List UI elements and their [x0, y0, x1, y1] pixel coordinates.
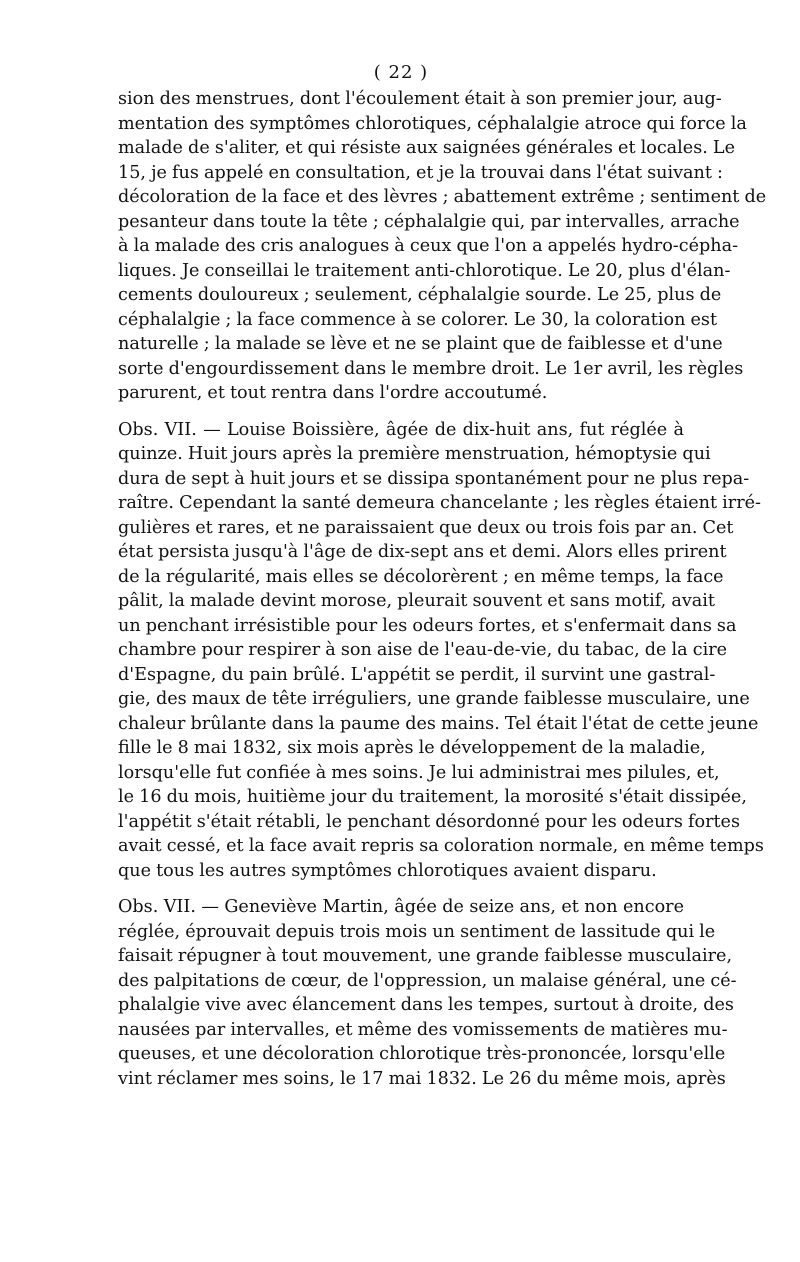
text-line: chambre pour respirer à son aise de l'eau-de-vie, du tabac, de la cire — [118, 640, 728, 660]
text-line: quinze. Huit jours après la première menstruation, hémoptysie qui — [118, 444, 711, 464]
text-line: de la régularité, mais elles se décolorèrent ; en même temps, la face — [118, 566, 724, 587]
text-line: que tous les autres symptômes chlorotiques avaient disparu. — [118, 860, 657, 881]
paragraph — [118, 418, 764, 884]
text-line: réglée, éprouvait depuis trois mois un sentiment de lassitude qui le — [118, 921, 716, 942]
text-line: dura de sept à huit jours et se dissipa spontanément pour ne plus repa- — [118, 468, 750, 489]
text-line: gie, des maux de tête irréguliers, une grande faiblesse musculaire, une — [118, 689, 750, 709]
text-line: faisait répugner à tout mouvement, une grande faiblesse musculaire, — [118, 946, 733, 966]
text-line: des palpitations de cœur, de l'oppression, un malaise général, une cé- — [118, 970, 737, 991]
page-number: ( 22 ) — [373, 62, 429, 83]
text-line: phalalgie vive avec élancement dans les tempes, surtout à droite, des — [118, 995, 734, 1015]
text-line: d'Espagne, du pain brûlé. L'appétit se perdit, il survint une gastral- — [118, 664, 716, 685]
text-line: état persista jusqu'à l'âge de dix-sept ans et demi. Alors elles prirent — [118, 542, 727, 562]
text-line: à la malade des cris analogues à ceux que l'on a appelés hydro-cépha- — [118, 236, 739, 256]
text-line: cements douloureux ; seulement, céphalalgie sourde. Le 25, plus de — [118, 285, 722, 305]
text-line: chaleur brûlante dans la paume des mains. Tel était l'état de cette jeune — [118, 713, 759, 734]
text-line: raître. Cependant la santé demeura chancelante ; les règles étaient irré- — [118, 493, 761, 513]
text-line: pesanteur dans toute la tête ; céphalalgie qui, par intervalles, arrache — [118, 211, 740, 232]
text-line: le 16 du mois, huitième jour du traitement, la morosité s'était dissipée, — [118, 787, 747, 807]
text-line: fille le 8 mai 1832, six mois après le développement de la maladie, — [118, 738, 706, 758]
text-line: Obs. VII. — Louise Boissière, âgée de dix-huit ans, fut réglée à — [118, 419, 684, 440]
paragraph — [118, 87, 767, 406]
text-line: céphalalgie ; la face commence à se colorer. Le 30, la coloration est — [118, 309, 718, 330]
text-line: mentation des symptômes chlorotiques, céphalalgie atroce qui force la — [118, 113, 747, 134]
text-line: vint réclamer mes soins, le 17 mai 1832. Le 26 du même mois, après — [118, 1068, 726, 1089]
text-line: nausées par intervalles, et même des vomissements de matières mu- — [118, 1019, 728, 1040]
text-line: l'appétit s'était rétabli, le penchant désordonné pour les odeurs fortes — [118, 811, 740, 832]
text-line: lorsqu'elle fut confiée à mes soins. Je lui administrai mes pilules, et, — [118, 762, 720, 783]
text-line: naturelle ; la malade se lève et ne se plaint que de faiblesse et d'une — [118, 334, 723, 354]
text-line: parurent, et tout rentra dans l'ordre accoutumé. — [118, 383, 548, 403]
text-line: sorte d'engourdissement dans le membre droit. Le 1er avril, les règles — [118, 358, 744, 379]
text-line: un penchant irrésistible pour les odeurs fortes, et s'enfermait dans sa — [118, 615, 737, 636]
text-line: liques. Je conseillai le traitement anti-chlorotique. Le 20, plus d'élan- — [118, 260, 731, 281]
paragraph — [118, 895, 737, 1091]
text-line: gulières et rares, et ne paraissaient que deux ou trois fois par an. Cet — [118, 517, 734, 538]
text-line: 15, je fus appelé en consultation, et je la trouvai dans l'état suivant : — [118, 162, 723, 183]
book-page — [118, 62, 767, 1091]
text-line: avait cessé, et la face avait repris sa coloration normale, en même temps — [118, 836, 764, 856]
text-line: décoloration de la face et des lèvres ; abattement extrême ; sentiment de — [118, 187, 767, 207]
text-line: malade de s'aliter, et qui résiste aux saignées générales et locales. Le — [118, 138, 736, 158]
text-line: sion des menstrues, dont l'écoulement était à son premier jour, aug- — [118, 89, 722, 109]
body-text — [118, 87, 767, 1091]
text-line: queuses, et une décoloration chlorotique très-prononcée, lorsqu'elle — [118, 1044, 726, 1064]
text-line: Obs. VII. — Geneviève Martin, âgée de seize ans, et non encore — [118, 897, 684, 917]
text-line: pâlit, la malade devint morose, pleurait souvent et sans motif, avait — [118, 591, 715, 611]
